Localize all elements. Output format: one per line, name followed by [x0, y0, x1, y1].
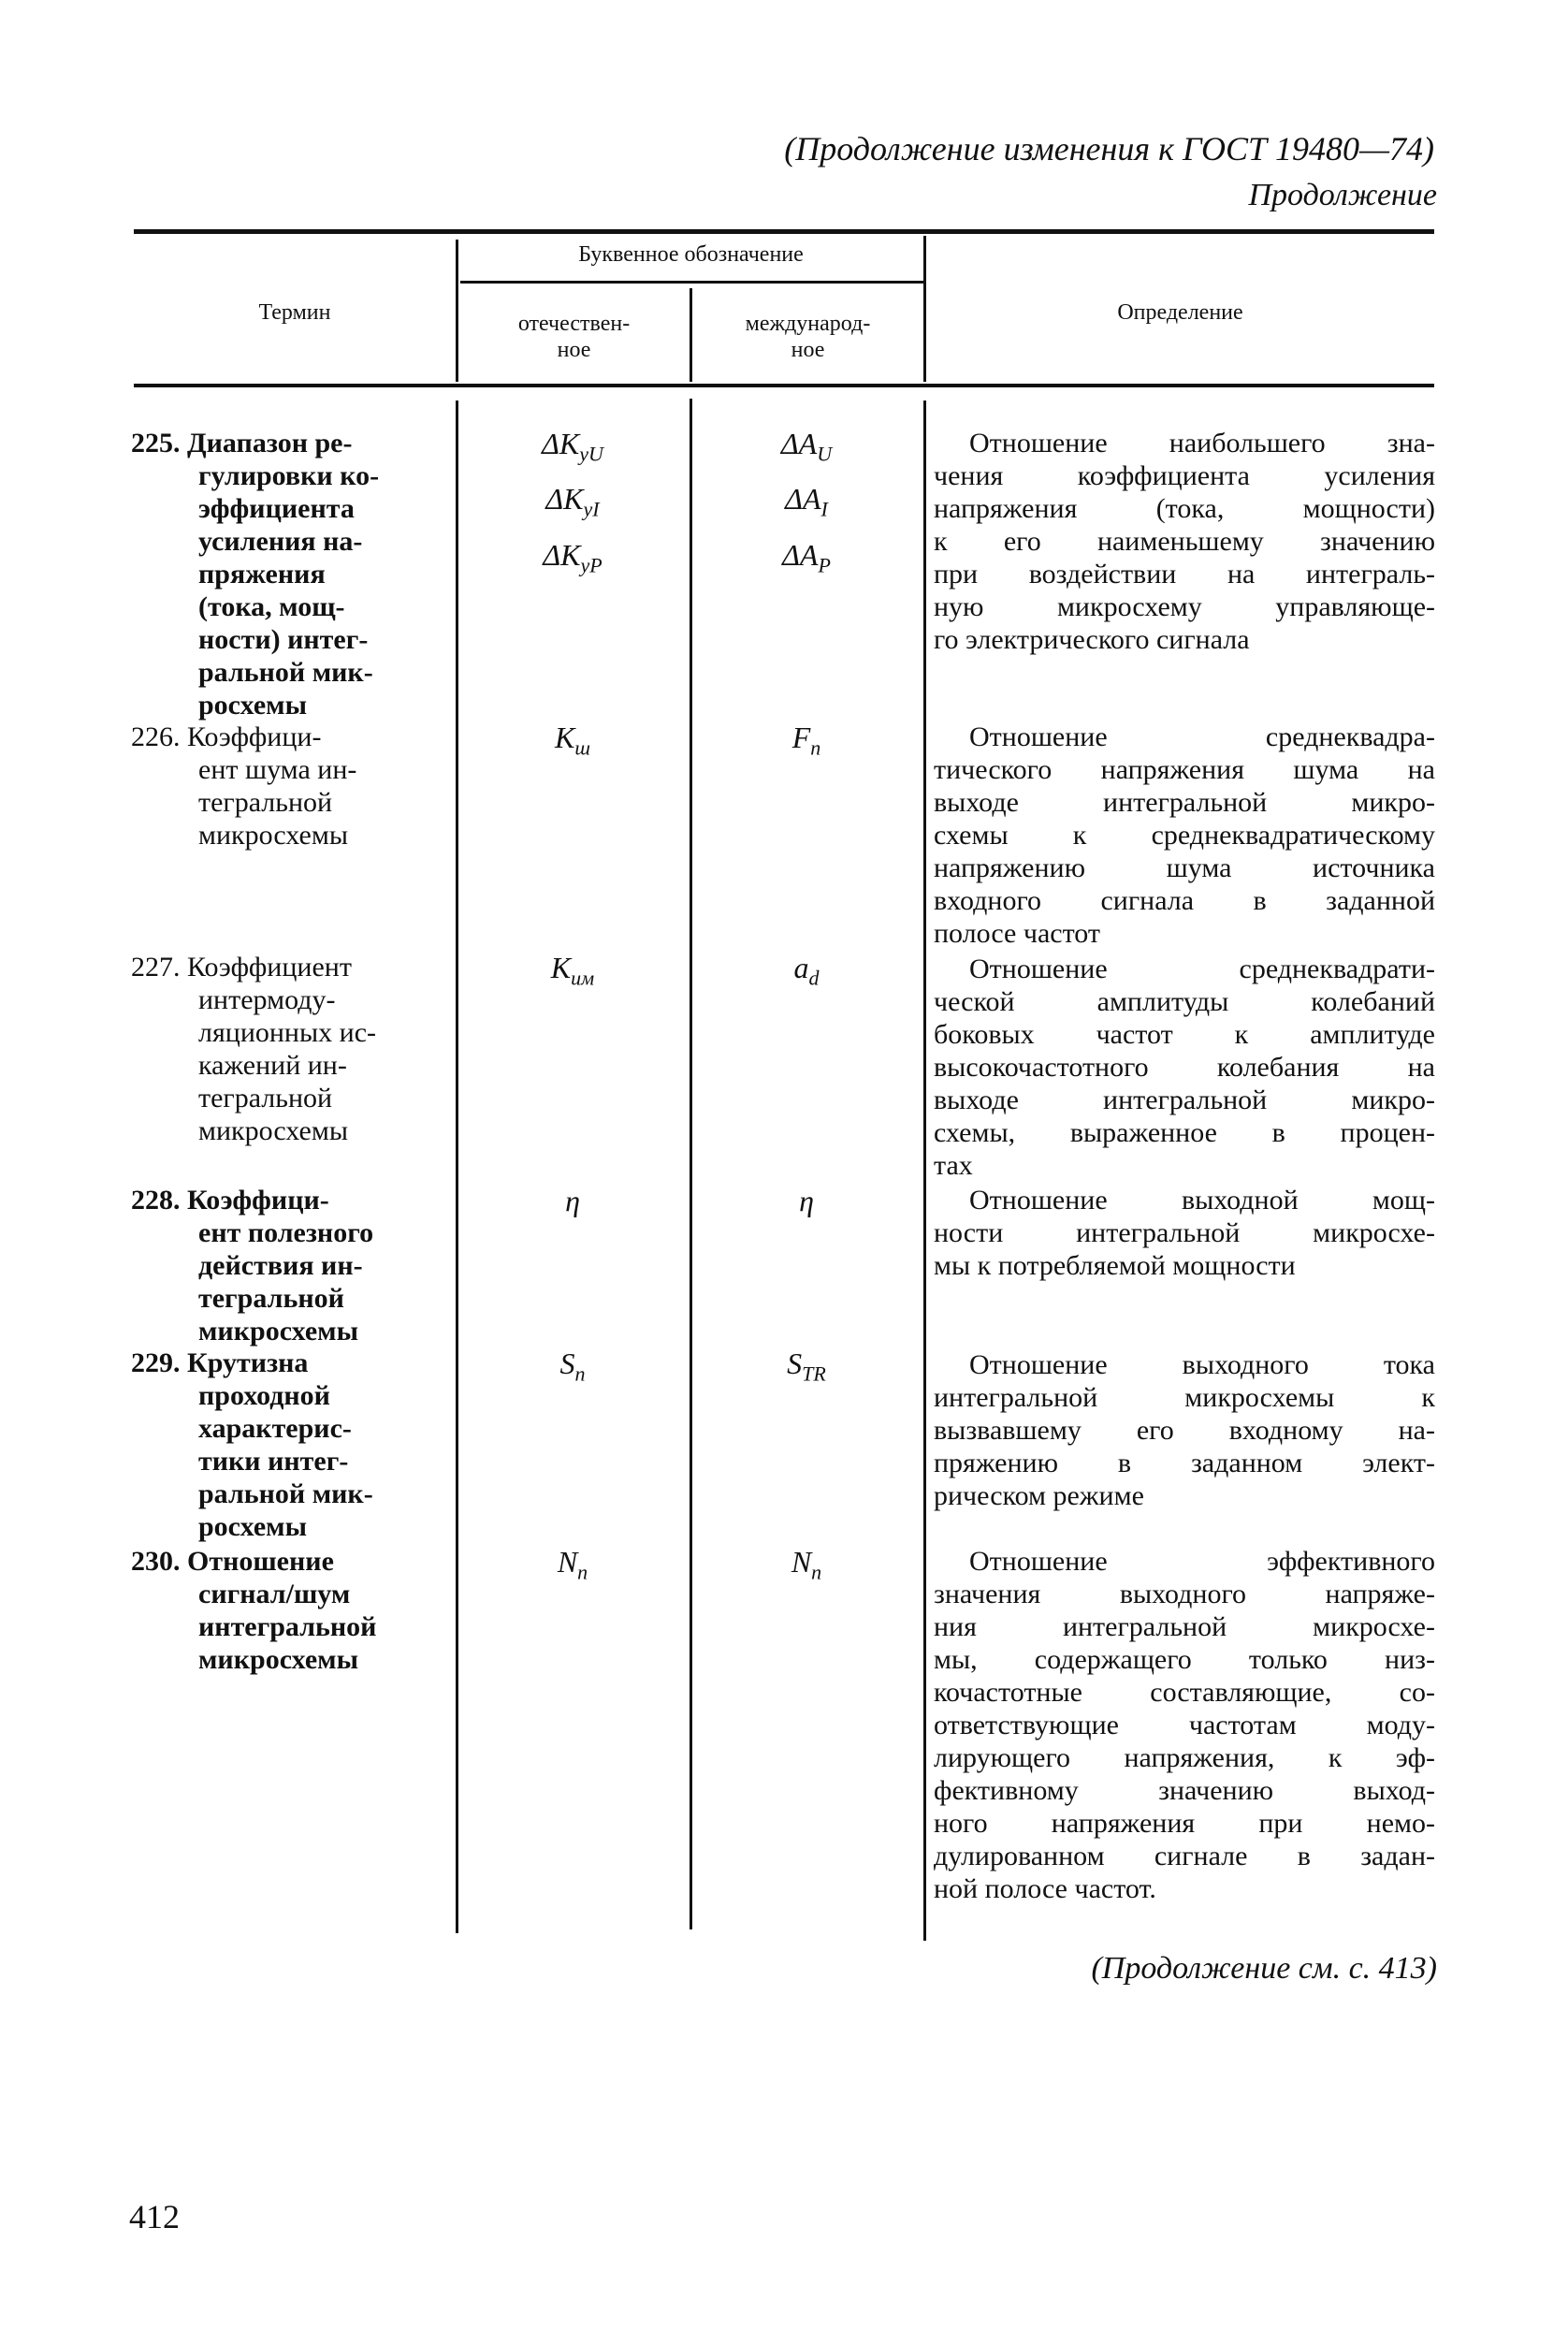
definition-line: Отношение среднеквадрати- [969, 954, 1435, 984]
definition-line: Отношение наибольшего зна- [969, 428, 1435, 459]
definition-line: ответствующие частотам моду- [934, 1710, 1435, 1740]
term-cell [131, 721, 440, 852]
term-line: пряжения [198, 559, 326, 590]
symbol-international-cell [750, 1539, 863, 1594]
letter-symbol [750, 1341, 863, 1396]
term-line: проходной [198, 1380, 330, 1411]
symbol-domestic-cell [516, 1178, 629, 1233]
letter-symbol [516, 1178, 629, 1233]
letter-symbol [516, 715, 629, 770]
term-line: ент полезного [198, 1217, 374, 1248]
header-definition: Определение [1117, 300, 1243, 325]
letter-symbol [516, 945, 629, 1000]
letter-symbol [516, 1341, 629, 1396]
symbol-international-cell [750, 1341, 863, 1396]
letter-symbol [750, 945, 863, 1000]
term-line: микросхемы [198, 1644, 359, 1675]
symbol-base: ΔA [785, 482, 821, 517]
symbol-international-cell [750, 945, 863, 1000]
symbol-subscript: I [820, 497, 828, 521]
definition-line: ности интегральной микросхе- [934, 1217, 1435, 1248]
symbol-subscript: P [818, 553, 831, 577]
term-line: микросхемы [198, 1115, 348, 1146]
letter-symbol [750, 1539, 863, 1594]
term-line: микросхемы [198, 820, 348, 851]
definition-line: ного напряжения при немо- [934, 1808, 1435, 1839]
document-continuation-title: (Продолжение изменения к ГОСТ 19480—74) [784, 130, 1434, 167]
definition-line: кочастотные составляющие, со- [934, 1677, 1435, 1708]
definition-line: Отношение выходного тока [969, 1349, 1435, 1380]
term-line: 225. Диапазон ре- [131, 428, 353, 459]
symbol-subscript: n [811, 1560, 822, 1584]
letter-symbol [516, 421, 629, 476]
term-cell [131, 1347, 440, 1543]
symbol-base: ΔA [780, 427, 818, 460]
term-line: 229. Крутизна [131, 1347, 309, 1378]
symbol-base: ΔA [782, 537, 819, 572]
page-number: 412 [129, 2198, 180, 2235]
symbol-base: a [793, 951, 809, 984]
definition-line: Отношение среднеквадра- [969, 721, 1435, 752]
letter-symbol [516, 532, 629, 588]
symbol-base: S [559, 1347, 575, 1380]
table-top-rule [134, 229, 1434, 234]
definition-cell [934, 721, 1435, 950]
definition-cell [934, 1184, 1435, 1282]
letter-symbol [750, 1178, 863, 1233]
header-international-line: международ- [745, 312, 871, 336]
letter-symbol [750, 715, 863, 770]
definition-line: пряжению в заданном элект- [934, 1448, 1435, 1478]
term-line: характерис- [198, 1413, 352, 1444]
term-line: ляционных ис- [198, 1017, 377, 1048]
definition-line: при воздействии на интеграль- [934, 559, 1435, 590]
term-line: интегральной [198, 1611, 377, 1642]
header-domestic-line: ное [557, 338, 591, 362]
header-domestic [458, 311, 690, 363]
symbol-base: η [565, 1184, 580, 1217]
term-line: тики интег- [198, 1446, 349, 1477]
symbol-subscript: n [574, 1361, 586, 1386]
definition-line: лирующего напряжения, к эф- [934, 1742, 1435, 1773]
header-international [692, 311, 923, 363]
symbol-international-cell [750, 715, 863, 770]
term-line: росхемы [198, 1511, 308, 1542]
symbol-domestic-cell [516, 421, 629, 588]
column-divider [456, 400, 458, 1933]
header-domestic-line: отечествен- [517, 312, 631, 336]
header-subdivider-rule [460, 281, 924, 284]
symbol-domestic-cell [516, 945, 629, 1000]
symbol-base: N [557, 1545, 578, 1579]
definition-line: входного сигнала в заданной [934, 885, 1435, 916]
definition-line: вызвавшему его входному на- [934, 1415, 1435, 1446]
definition-line: выходе интегральной микро- [934, 1085, 1435, 1115]
symbol-base: S [787, 1347, 803, 1380]
symbol-base: ΔK [542, 427, 580, 460]
symbol-subscript: n [577, 1560, 588, 1584]
symbol-base: ΔK [543, 537, 581, 572]
definition-cell [934, 1545, 1435, 1905]
continuation-label: Продолжение [1248, 178, 1437, 212]
term-line: 226. Коэффици- [131, 721, 322, 752]
definition-cell [934, 1348, 1435, 1512]
definition-line: Отношение выходной мощ- [969, 1185, 1435, 1216]
symbol-base: ΔK [545, 482, 584, 517]
definition-cell [934, 953, 1435, 1182]
letter-symbol [516, 1539, 629, 1594]
letter-symbol [750, 476, 863, 531]
symbol-base: K [555, 721, 575, 754]
column-divider [690, 399, 692, 1929]
definition-line: мы, содержащего только низ- [934, 1644, 1435, 1675]
definition-line: высокочастотного колебания на [934, 1052, 1435, 1083]
term-cell [131, 427, 440, 721]
term-line: 230. Отношение [131, 1546, 334, 1577]
symbol-base: η [799, 1184, 814, 1217]
symbol-subscript: уP [580, 553, 603, 577]
header-letter-designation: Буквенное обозначение [578, 242, 804, 267]
symbol-international-cell [750, 1178, 863, 1233]
header-term: Термин [258, 300, 331, 325]
definition-line: напряжению шума источника [934, 852, 1435, 883]
definition-line: фективному значению выход- [934, 1775, 1435, 1806]
definition-line: полосе частот [934, 918, 1101, 949]
header-international-line: ное [791, 338, 825, 362]
definition-line: чения коэффициента усиления [934, 460, 1435, 491]
definition-line: го электрического сигнала [934, 624, 1250, 655]
definition-line: ной полосе частот. [934, 1873, 1156, 1904]
definition-line: ческой амплитуды колебаний [934, 986, 1435, 1017]
definition-line: Отношение эффективного [969, 1546, 1435, 1577]
term-line: усиления на- [198, 526, 363, 557]
term-line: гулировки ко- [198, 460, 380, 491]
definition-line: рическом режиме [934, 1480, 1144, 1511]
symbol-subscript: d [808, 966, 820, 990]
symbol-base: N [791, 1545, 812, 1579]
term-cell [131, 951, 440, 1147]
continuation-footer: (Продолжение см. с. 413) [1091, 1951, 1437, 1986]
definition-line: значения выходного напряже- [934, 1579, 1435, 1609]
definition-line: мы к потребляемой мощности [934, 1250, 1296, 1281]
definition-line: интегральной микросхемы к [934, 1382, 1435, 1413]
symbol-subscript: уU [579, 442, 603, 466]
term-line: (тока, мощ- [198, 591, 345, 622]
definition-line: напряжения (тока, мощности) [934, 493, 1435, 524]
symbol-subscript: n [810, 735, 821, 760]
header-bottom-rule [134, 384, 1434, 387]
term-line: микросхемы [198, 1316, 359, 1347]
term-line: кажений ин- [198, 1050, 347, 1081]
term-cell [131, 1545, 440, 1676]
definition-line: выходе интегральной микро- [934, 787, 1435, 818]
term-line: тегральной [198, 1283, 344, 1314]
definition-line: к его наименьшему значению [934, 526, 1435, 557]
term-line: ности) интег- [198, 624, 369, 655]
term-line: тегральной [198, 1083, 333, 1114]
symbol-domestic-cell [516, 715, 629, 770]
symbol-subscript: уI [583, 497, 600, 521]
definition-line: ную микросхему управляюще- [934, 591, 1435, 622]
symbol-international-cell [750, 421, 863, 588]
letter-symbol [750, 421, 863, 476]
term-line: росхемы [198, 690, 308, 721]
definition-line: схемы, выраженное в процен- [934, 1117, 1435, 1148]
symbol-base: K [550, 951, 572, 984]
term-line: ральной мик- [198, 657, 373, 688]
term-line: ральной мик- [198, 1478, 373, 1509]
definition-line: схемы к среднеквадратическому [934, 820, 1435, 851]
definition-line: дулированном сигнале в задан- [934, 1841, 1435, 1871]
symbol-subscript: U [817, 442, 833, 466]
term-line: эффициента [198, 493, 355, 524]
symbol-domestic-cell [516, 1539, 629, 1594]
term-line: 227. Коэффициент [131, 952, 352, 983]
term-line: действия ин- [198, 1250, 363, 1281]
term-line: тегральной [198, 787, 333, 818]
definition-line: ния интегральной микросхе- [934, 1611, 1435, 1642]
definition-line: тах [934, 1150, 973, 1181]
term-line: интермоду- [198, 984, 336, 1015]
term-line: сигнал/шум [198, 1579, 351, 1609]
term-line: ент шума ин- [198, 754, 357, 785]
definition-line: боковых частот к амплитуде [934, 1019, 1435, 1050]
letter-symbol [750, 532, 863, 588]
letter-symbol [516, 476, 629, 531]
symbol-subscript: им [571, 966, 595, 990]
term-cell [131, 1184, 440, 1347]
definition-line: тического напряжения шума на [934, 754, 1435, 785]
symbol-base: F [791, 721, 811, 754]
symbol-domestic-cell [516, 1341, 629, 1396]
symbol-subscript: ш [574, 735, 590, 760]
definition-cell [934, 427, 1435, 656]
column-divider [923, 400, 926, 1941]
term-line: 228. Коэффици- [131, 1185, 329, 1216]
symbol-subscript: TR [802, 1361, 826, 1386]
